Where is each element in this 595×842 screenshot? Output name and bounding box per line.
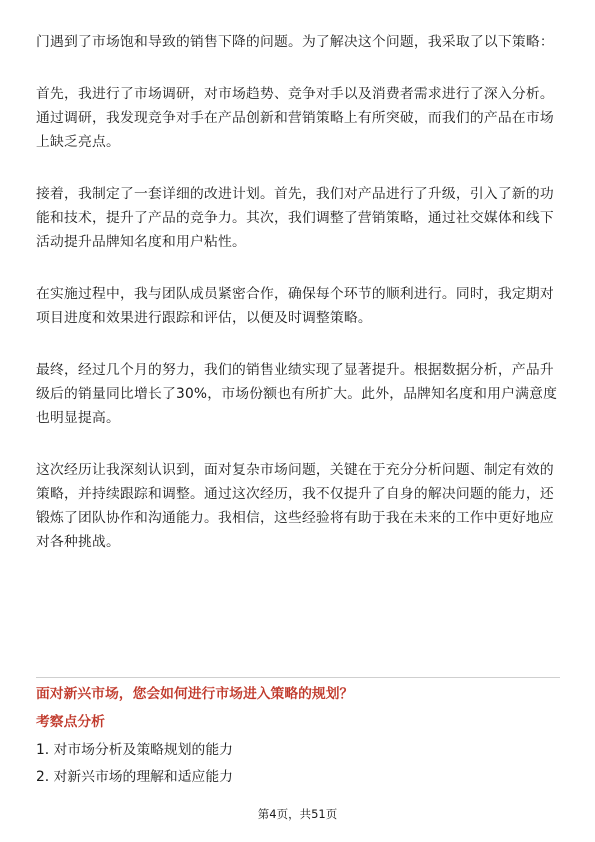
page-number: 第4页，共51页 [257, 807, 338, 821]
analysis-heading: 考察点分析 [36, 714, 105, 730]
section-divider [36, 677, 560, 678]
interview-question: 面对新兴市场，您会如何进行市场进入策略的规划？ [36, 686, 354, 702]
body-paragraph: 首先，我进行了市场调研，对市场趋势、竞争对手以及消费者需求进行了深入分析。通过调研，我发现竞争对手在产品创新和营销策略上有所突破，而我们的产品在市场上缺乏亮点。 [36, 86, 554, 150]
body-paragraph: 在实施过程中，我与团队成员紧密合作，确保每个环节的顺利进行。同时，我定期对项目进度和效果进行跟踪和评估，以便及时调整策略。 [36, 286, 554, 326]
body-paragraph: 接着，我制定了一套详细的改进计划。首先，我们对产品进行了升级，引入了新的功能和技术，提升了产品的竞争力。其次，我们调整了营销策略，通过社交媒体和线下活动提升品牌知名度和用户粘性。 [36, 186, 554, 250]
answer-body [36, 30, 560, 554]
body-paragraph: 这次经历让我深刻认识到，面对复杂市场问题，关键在于充分分析问题、制定有效的策略，并持续跟踪和调整。通过这次经历，我不仅提升了自身的解决问题的能力，还锻炼了团队协作和沟通能力。我相信，这些经验将有助于我在未来的工作中更好地应对各种挑战。 [36, 462, 554, 550]
analysis-point: 1. 对市场分析及策略规划的能力 [36, 742, 233, 758]
body-paragraph: 门遇到了市场饱和导致的销售下降的问题。为了解决这个问题，我采取了以下策略： [36, 34, 554, 50]
body-paragraph: 最终，经过几个月的努力，我们的销售业绩实现了显著提升。根据数据分析，产品升级后的销量同比增长了30%，市场份额也有所扩大。此外，品牌知名度和用户满意度也明显提高。 [36, 362, 558, 426]
analysis-point: 2. 对新兴市场的理解和适应能力 [36, 769, 233, 785]
